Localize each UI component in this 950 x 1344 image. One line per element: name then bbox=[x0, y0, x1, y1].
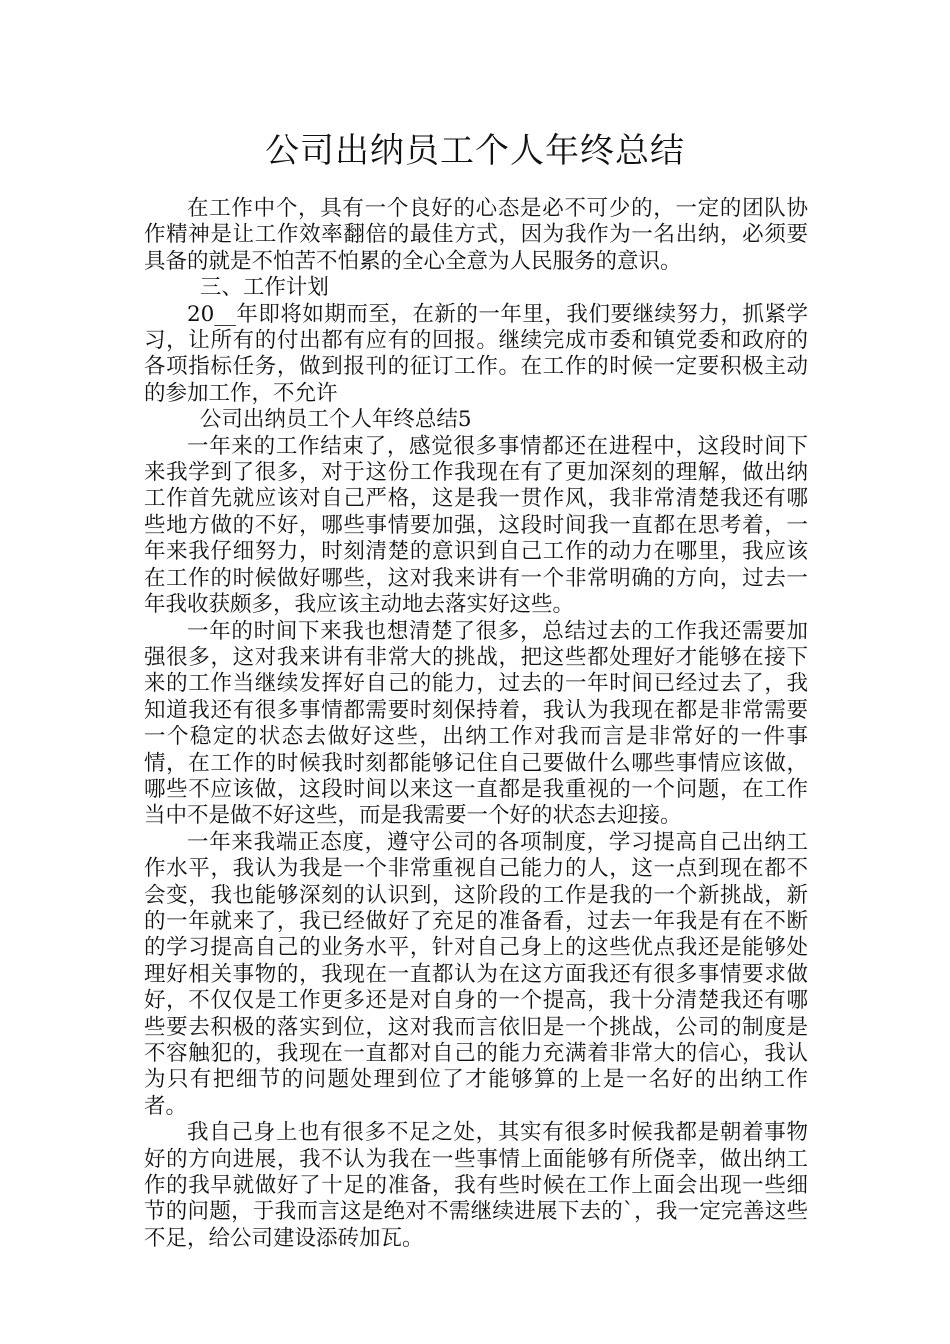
section-heading-work-plan: 三、工作计划 bbox=[199, 275, 329, 301]
paragraph-attitude-rules: 一年来我端正态度，遵守公司的各项制度，学习提高自己出纳工作水平，我认为我是一个非常重视自己能力的人，这一点到现在都不会变，我也能够深刻的认识到，这阶段的工作是我的一个新挑战，新的一年就来了，我已经做好了充足的准备看，过去一年我是有在不断的学习提高自己的业务水平，针对自己身上的这些优点我还是能够处理好相关事物的，我现在一直都认为在这方面我还有很多事情要求做好，不仅仅是工作更多还是对自身的一个提高，我十分清楚我还有哪些要去积极的落实到位，这对我而言依旧是一个挑战，公司的制度是不容触犯的，我现在一直都对自己的能力充满着非常大的信心，我认为只有把细节的问题处理到位了才能够算的上是一名好的出纳工作者。 bbox=[144, 829, 808, 1119]
paragraph-shortcomings: 我自己身上也有很多不足之处，其实有很多时候我都是朝着事物好的方向进展，我不认为我在一些事情上面能够有所侥幸，做出纳工作的我早就做好了十足的准备，我有些时候在工作上面会出现一些细节的问题，于我而言这是绝对不需继续进展下去的`，我一定完善这些不足，给公司建设添砖加瓦。 bbox=[144, 1120, 808, 1251]
document-body bbox=[144, 196, 808, 1252]
section-heading-summary-5: 公司出纳员工个人年终总结5 bbox=[199, 407, 472, 433]
paragraph-year-review: 一年来的工作结束了，感觉很多事情都还在进程中，这段时间下来我学到了很多，对于这份工作我现在有了更加深刻的理解，做出纳工作首先就应该对自己严格，这是我一贯作风，我非常清楚我还有哪些地方做的不好，哪些事情要加强，这段时间我一直都在思考着，一年来我仔细努力，时刻清楚的意识到自己工作的动力在哪里，我应该在工作的时候做好哪些，这对我来讲有一个非常明确的方向，过去一年我收获颇多，我应该主动地去落实好这些。 bbox=[144, 433, 808, 618]
paragraph-reflection: 一年的时间下来我也想清楚了很多，总结过去的工作我还需要加强很多，这对我来讲有非常大的挑战，把这些都处理好才能够在接下来的工作当继续发挥好自己的能力，过去的一年时间已经过去了，我知道我还有很多事情都需要时刻保持着，我认为我现在都是非常需要一个稳定的状态去做好这些，出纳工作对我而言是非常好的一件事情，在工作的时候我时刻都能够记住自己要做什么哪些事情应该做，哪些不应该做，这段时间以来这一直都是我重视的一个问题，在工作当中不是做不好这些，而是我需要一个好的状态去迎接。 bbox=[144, 618, 808, 829]
paragraph-attitude: 在工作中个，具有一个良好的心态是必不可少的，一定的团队协作精神是让工作效率翻倍的最佳方式，因为我作为一名出纳，必须要具备的就是不怕苦不怕累的全心全意为人民服务的意识。 bbox=[144, 196, 808, 274]
paragraph-work-plan: 20__年即将如期而至，在新的一年里，我们要继续努力，抓紧学习，让所有的付出都有应有的回报。继续完成市委和镇党委和政府的各项指标任务，做到报刊的征订工作。在工作的时候一定要积极主动的参加工作，不允许 bbox=[144, 301, 808, 406]
document-title: 公司出纳员工个人年终总结 bbox=[265, 131, 685, 171]
